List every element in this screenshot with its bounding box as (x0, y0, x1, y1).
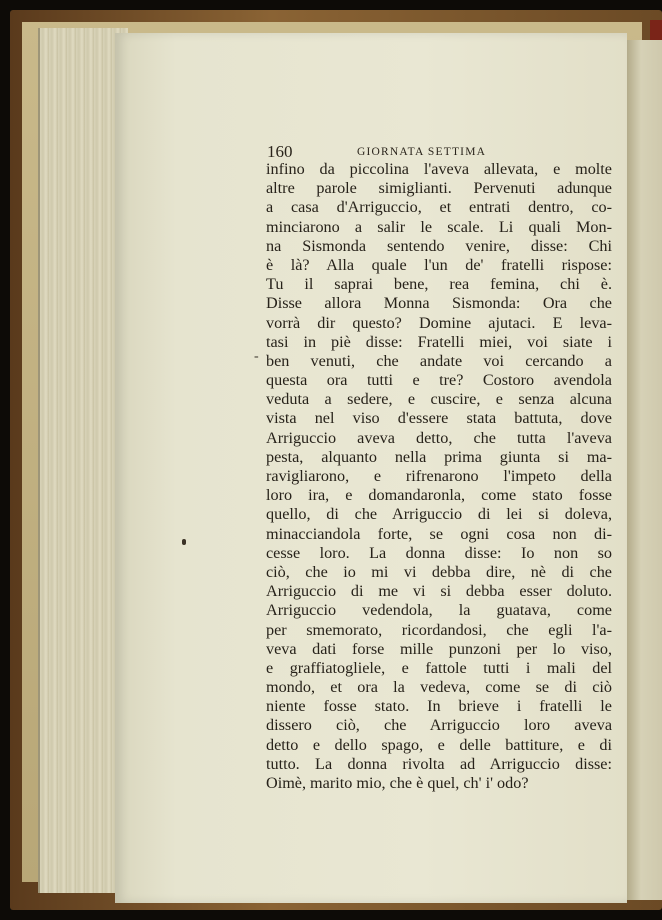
text-line: minciarono a salir le scale. Li quali Mon- (266, 217, 612, 236)
text-line: ciò, che io mi vi debba dire, nè di che (266, 562, 612, 581)
text-line: e graffiatogliele, e fattole tutti i mali del (266, 658, 612, 677)
ink-speck (182, 539, 186, 545)
text-line: per smemorato, ricordandosi, che egli l'a- (266, 620, 612, 639)
facing-page-edge (627, 40, 662, 900)
text-line: a casa d'Arriguccio, et entrati dentro, co- (266, 198, 612, 217)
text-line: detto e dello spago, e delle battiture, e di (266, 735, 612, 754)
margin-mark: - (254, 349, 259, 364)
text-line: infino da piccolina l'aveva allevata, e molte (266, 160, 612, 178)
text-line: Tu il saprai bene, rea femina, chi è. (266, 275, 612, 294)
page-number: 160 (267, 142, 293, 161)
text-line: cesse loro. La donna disse: Io non so (266, 543, 612, 562)
running-title: GIORNATA SETTIMA (357, 146, 487, 158)
text-line: minacciandola forte, se ogni cosa non di- (266, 524, 612, 543)
text-line: quello, di che Arriguccio di lei si doleva, (266, 505, 612, 524)
text-line: mondo, et ora la vedeva, come se di ciò (266, 678, 612, 697)
text-line: è là? Alla quale l'un de' fratelli rispose: (266, 255, 612, 274)
text-line: Arriguccio aveva detto, che tutta l'aveva (266, 428, 612, 447)
text-line: dissero ciò, che Arriguccio loro aveva (266, 716, 612, 735)
text-line: loro ira, e domandaronla, come stato fosse (266, 486, 612, 505)
text-line: Arriguccio di me vi si debba esser doluto. (266, 582, 612, 601)
text-line: tasi in piè disse: Fratelli miei, voi siate i (266, 332, 612, 351)
text-line: niente fosse stato. In brieve i fratelli le (266, 697, 612, 716)
text-line: ben venuti, che andate voi cercando a (266, 351, 612, 370)
text-line: ravigliarono, e rifrenarono l'impeto della (266, 467, 612, 485)
text-line: Arriguccio vedendola, la guatava, come (266, 601, 612, 620)
text-line: veduta a sedere, e cuscire, e senza alcuna (266, 390, 612, 409)
body-text (266, 160, 612, 793)
text-line: vista nel viso d'essere stata battuta, dove (266, 409, 612, 428)
text-line: Disse allora Monna Sismonda: Ora che (266, 294, 612, 313)
text-line: Oimè, marito mio, che è quel, ch' i' odo? (266, 774, 529, 792)
text-line: tutto. La donna rivolta ad Arriguccio disse: (266, 754, 612, 773)
text-line: vorrà dir questo? Domine ajutaci. E leva- (266, 313, 612, 332)
text-line: veva dati forse mille punzoni per lo viso, (266, 639, 612, 658)
text-line: questa ora tutti e tre? Costoro avendola (266, 371, 612, 390)
text-line: pesta, alquanto nella prima giunta si ma- (266, 447, 612, 466)
text-line: na Sismonda sentendo venire, disse: Chi (266, 236, 612, 255)
text-line: altre parole simiglianti. Pervenuti adunque (266, 179, 612, 198)
